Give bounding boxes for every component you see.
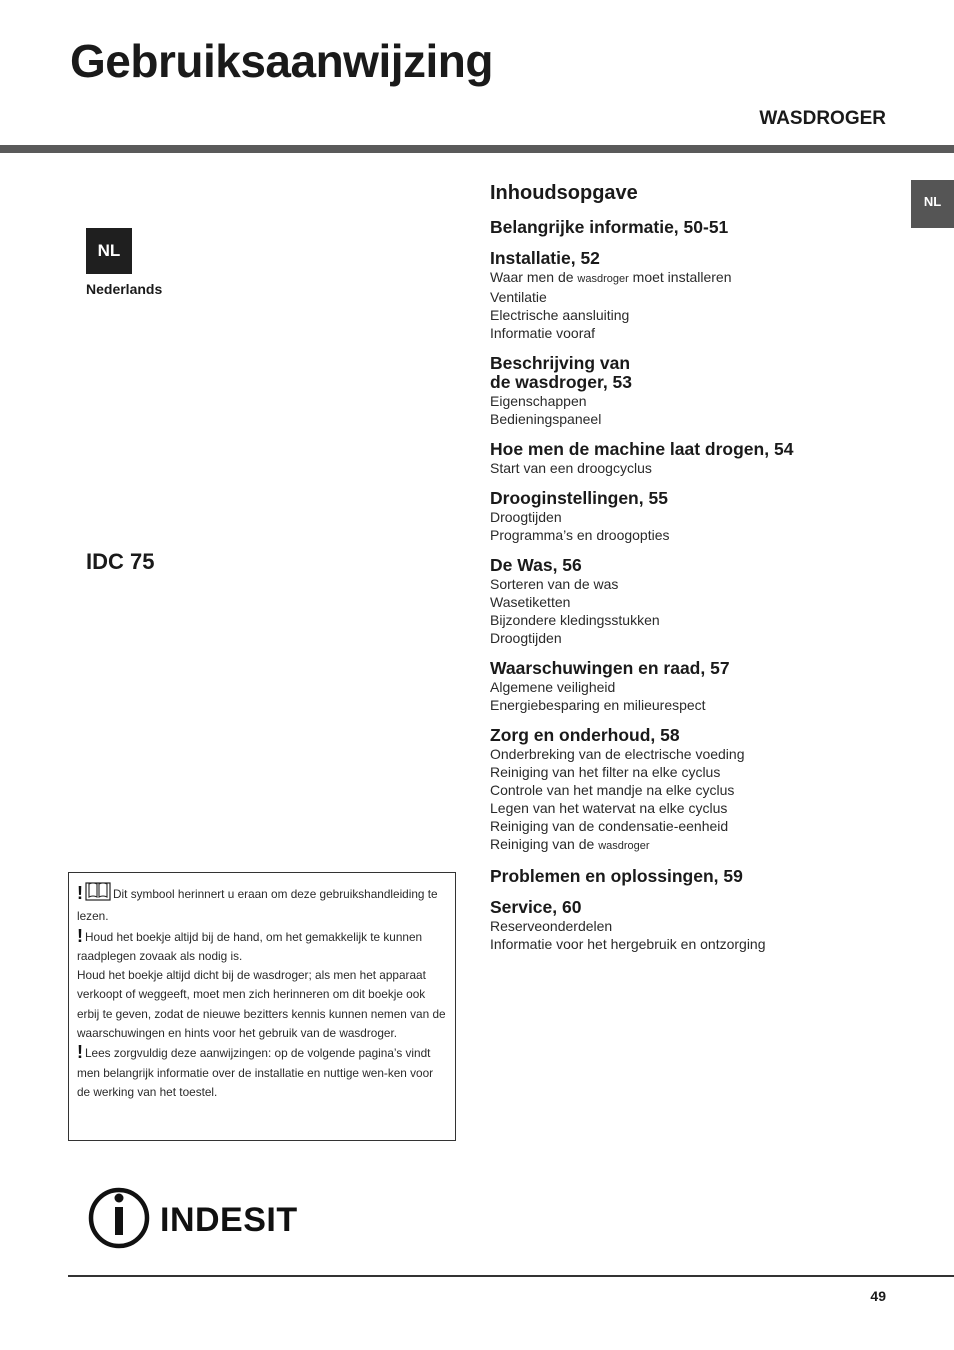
- toc-item: Informatie vooraf: [490, 325, 596, 341]
- exclamation-icon: !: [77, 883, 83, 903]
- toc-item: Informatie voor het hergebruik en ontzorging: [490, 936, 766, 952]
- toc-section-title: de wasdroger, 53: [490, 372, 633, 392]
- toc-section-title: Installatie, 52: [490, 248, 600, 268]
- exclamation-icon: !: [77, 1042, 83, 1063]
- toc-item: Controle van het mandje na elke cyclus: [490, 782, 735, 798]
- notice-paragraph: ! Houd het boekje altijd bij de hand, om het gemakkelijk te kunnen raadplegen zovaak als nodig is.: [77, 925, 423, 963]
- toc-item: Sorteren van de was: [490, 576, 619, 592]
- toc-item: Droogtijden: [490, 509, 562, 525]
- toc-item: Programma’s en droogopties: [490, 527, 670, 543]
- notice-paragraph: ! Lees zorgvuldig deze aanwijzingen: op de volgende pagina’s vindt men belangrijk informatie over de installatie en nuttige wen-ken voor de werking van het toestel.: [77, 1042, 434, 1099]
- toc-section: [490, 556, 890, 647]
- toc-section-title: Service, 60: [490, 897, 582, 917]
- model-number: IDC 75: [86, 549, 155, 574]
- toc-item: Reserveonderdelen: [490, 918, 613, 934]
- toc-item: Bijzondere kledingsstukken: [490, 612, 660, 628]
- language-name: Nederlands: [86, 281, 163, 297]
- notice-paragraph: ! Dit symbool herinnert u eraan om deze gebruikshandleiding te lezen.: [77, 883, 438, 924]
- toc-item: Droogtijden: [490, 630, 562, 646]
- toc-section-title: Waarschuwingen en raad, 57: [490, 658, 730, 678]
- toc-section-title: Belangrijke informatie, 50-51: [490, 217, 729, 237]
- toc-item: Start van een droogcyclus: [490, 460, 652, 476]
- svg-text:INDESIT: INDESIT: [160, 1201, 298, 1239]
- toc-section: [490, 440, 890, 477]
- toc-item: Onderbreking van de electrische voeding: [490, 746, 745, 762]
- toc-item: Algemene veiligheid: [490, 679, 616, 695]
- toc-item: Legen van het watervat na elke cyclus: [490, 800, 728, 816]
- toc-section-title: Problemen en oplossingen, 59: [490, 866, 743, 886]
- toc-item: Eigenschappen: [490, 393, 587, 409]
- language-side-tab: NL: [911, 180, 954, 228]
- toc-section-title: Beschrijving van: [490, 353, 631, 373]
- toc-heading: Inhoudsopgave: [490, 182, 638, 204]
- toc-item: Wasetiketten: [490, 594, 571, 610]
- toc-section: [490, 867, 890, 886]
- page-title: Gebruiksaanwijzing: [70, 35, 493, 87]
- toc-item: Waar men de wasdroger moet installeren: [490, 269, 732, 285]
- toc-item: Reiniging van het filter na elke cyclus: [490, 764, 721, 780]
- exclamation-icon: !: [77, 925, 83, 946]
- toc-item: Reiniging van de condensatie-eenheid: [490, 818, 729, 834]
- footer-divider: [68, 1275, 954, 1277]
- product-type: WASDROGER: [759, 108, 886, 129]
- toc-section: [490, 489, 890, 544]
- toc-section: [490, 354, 890, 428]
- toc-section: [490, 726, 890, 855]
- toc-section: [490, 249, 890, 342]
- toc-section: [490, 898, 890, 953]
- toc-section: [490, 659, 890, 714]
- toc-item: Bedieningspaneel: [490, 411, 602, 427]
- table-of-contents: [490, 182, 890, 965]
- book-icon: [85, 881, 111, 907]
- indesit-logo: [88, 1185, 328, 1251]
- toc-item: Reiniging van de wasdroger: [490, 836, 650, 852]
- notice-paragraph: Houd het boekje altijd dicht bij de wasdroger; als men het apparaat verkoopt of weggeeft, moet men zich herinneren om dit boekje ook erbij te geven, zodat de nieuwe bezitters kennis kunnen nemen van de waarschuwingen en hints voor het gebruik van de wasdroger.: [77, 968, 446, 1041]
- header-divider: [0, 145, 954, 153]
- toc-section: [490, 218, 890, 237]
- toc-section-title: De Was, 56: [490, 555, 582, 575]
- toc-section-title: Zorg en onderhoud, 58: [490, 725, 680, 745]
- language-badge: NL: [86, 228, 132, 274]
- toc-section-title: Drooginstellingen, 55: [490, 488, 668, 508]
- toc-item: Ventilatie: [490, 289, 547, 305]
- toc-section-title: Hoe men de machine laat drogen, 54: [490, 439, 794, 459]
- toc-item: Energiebesparing en milieurespect: [490, 697, 706, 713]
- notice-box: [68, 872, 456, 1141]
- toc-item: Electrische aansluiting: [490, 307, 630, 323]
- page-number: 49: [870, 1288, 886, 1304]
